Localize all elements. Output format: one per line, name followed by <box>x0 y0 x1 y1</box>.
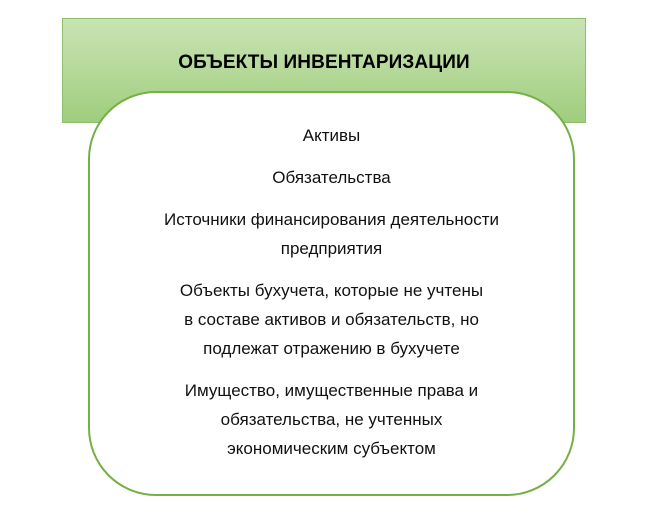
objects-list-box <box>88 91 575 496</box>
list-item-unrecorded-property: Имущество, имущественные права и обязательства, не учтенных экономическим субъектом <box>184 381 479 458</box>
list-item-funding-sources: Источники финансирования деятельности предприятия <box>164 210 499 258</box>
objects-list <box>90 121 573 476</box>
diagram-title: ОБЪЕКТЫ ИНВЕНТАРИЗАЦИИ <box>178 52 470 73</box>
list-item-unaccounted-objects: Объекты бухучета, которые не учтены в составе активов и обязательств, но подлежат отражению в бухучете <box>179 281 484 358</box>
list-item-liabilities: Обязательства <box>272 168 391 187</box>
list-item-assets: Активы <box>302 126 361 145</box>
